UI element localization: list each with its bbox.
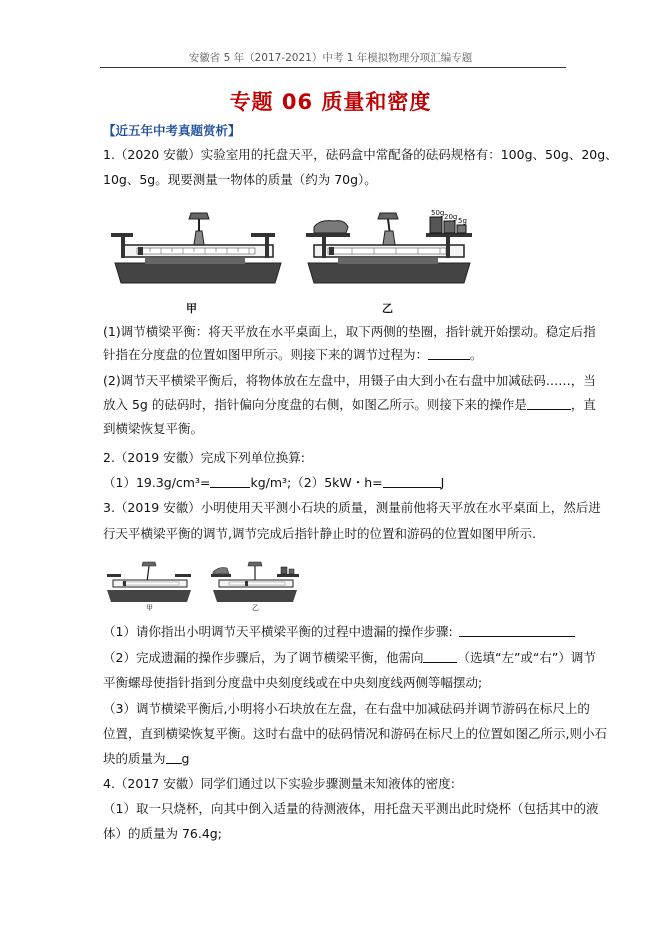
- answer-blank[interactable]: [459, 624, 575, 637]
- rider: [329, 247, 334, 255]
- weight-label-50g: 50g: [431, 209, 445, 217]
- ruler: [137, 248, 255, 254]
- left-pan: [211, 574, 231, 577]
- q1-part2-line1: (2)调节天平横梁平衡后，将物体放在左盘中，用镊子由大到小在右盘中加减砝码……，当: [103, 373, 596, 388]
- q1-figure-label-b: 乙: [382, 302, 393, 315]
- rider: [245, 581, 248, 586]
- right-pan: [251, 233, 275, 237]
- scale-dial: [248, 562, 262, 566]
- q3-figure-label-b: 乙: [252, 604, 259, 612]
- q4-step1-line2: 体）的质量为 76.4g;: [103, 826, 222, 841]
- right-pan: [277, 574, 299, 577]
- answer-blank[interactable]: [428, 347, 470, 360]
- answer-blank[interactable]: [210, 475, 250, 488]
- q1-stem-line2: 10g、5g。现要测量一物体的质量（约为 70g）。: [103, 172, 377, 187]
- q3-figure-label-a: 甲: [146, 604, 153, 612]
- q1-part2-line2: 放入 5g 的砝码时，指针偏向分度盘的右侧，如图乙所示。则接下来的操作是 ，直: [103, 397, 596, 412]
- q1-part1-line2: 针指在分度盘的位置如图甲所示。则接下来的调节过程为： 。: [103, 347, 483, 362]
- q2-stem: 2.（2019 安徽）完成下列单位换算:: [103, 450, 305, 465]
- q3-part1: （1）请你指出小明调节天平横梁平衡的过程中遗漏的操作步骤:: [103, 624, 575, 640]
- q3-balance-figure-a: [103, 558, 195, 606]
- q3-part2-line2: 平衡螺母使指针指到分度盘中央刻度线或在中央刻度线两侧等幅摆动;: [103, 675, 483, 690]
- q1-stem-line1: 1.（2020 安徽）实验室用的托盘天平，砝码盒中常配备的砝码规格有：100g、50g、20g、: [103, 147, 618, 162]
- weight: [281, 567, 287, 574]
- q1-balance-figure-a: [105, 205, 285, 295]
- section-heading: 【近五年中考真题赏析】: [103, 123, 241, 138]
- stone-on-left-pan: [213, 568, 229, 575]
- answer-blank[interactable]: [166, 751, 182, 764]
- weight-20g: [444, 221, 455, 233]
- ruler: [229, 582, 285, 585]
- base: [115, 263, 281, 283]
- weight-label-20g: 20g: [444, 213, 458, 221]
- weight-5g: [457, 225, 466, 233]
- scale-dial: [142, 562, 156, 566]
- q1-balance-figure-b: [300, 205, 475, 295]
- q3-stem-line2: 行天平横梁平衡的调节,调节完成后指针静止时的位置和游码的位置如图甲所示.: [103, 526, 536, 541]
- ruler: [328, 248, 446, 254]
- q3-stem-line1: 3.（2019 安徽）小明使用天平测小石块的质量，测量前他将天平放在水平桌面上，然后进: [103, 500, 601, 515]
- left-pan: [107, 574, 121, 577]
- q3-part3-line3: 块的质量为 g: [103, 751, 190, 766]
- ruler: [123, 582, 179, 585]
- answer-blank[interactable]: [383, 475, 441, 488]
- page-title: 专题 06 质量和密度: [229, 90, 432, 114]
- page-header: 安徽省 5 年（2017-2021）中考 1 年模拟物理分项汇编专题: [188, 52, 473, 64]
- q2-conversions: （1）19.3g/cm³= kg/m³;（2）5kW・h= J: [103, 475, 445, 490]
- scale-dial: [378, 213, 398, 219]
- weight: [289, 569, 294, 574]
- q1-figure-label-a: 甲: [186, 302, 197, 315]
- left-pan: [306, 233, 350, 237]
- q1-part1-line1: (1)调节横梁平衡：将天平放在水平桌面上，取下两侧的垫圈，指针就开始摆动。稳定后指: [103, 324, 596, 339]
- q4-step1-line1: （1）取一只烧杯，向其中倒入适量的待测液体，用托盘天平测出此时烧杯（包括其中的液: [103, 801, 599, 816]
- rider: [138, 247, 143, 255]
- answer-blank[interactable]: [527, 397, 571, 410]
- q3-part2-line1: （2）完成遗漏的操作步骤后，为了调节横梁平衡，他需向 （选填“左”或“右”）调节: [103, 650, 596, 665]
- q3-part3-line2: 位置，直到横梁恢复平衡。这时右盘中的砝码情况和游码在标尺上的位置如图乙所示,则小石: [103, 726, 607, 741]
- rider: [123, 581, 126, 586]
- object-on-left-pan: [314, 221, 348, 233]
- q4-stem: 4.（2017 安徽）同学们通过以下实验步骤测量未知液体的密度:: [103, 776, 455, 791]
- header-rule: [100, 67, 566, 68]
- base: [213, 590, 297, 602]
- base: [107, 590, 191, 602]
- base: [308, 263, 470, 283]
- q1-part2-line3: 到横梁恢复平衡。: [103, 421, 204, 436]
- q3-balance-figure-b: [207, 558, 303, 606]
- weight-label-5g: 5g: [458, 217, 467, 225]
- answer-blank[interactable]: [423, 650, 457, 663]
- weight-50g: [430, 217, 442, 233]
- right-pan: [175, 574, 191, 577]
- q3-part3-line1: （3）调节横梁平衡后,小明将小石块放在左盘，在右盘中加减砝码并调节游码在标尺上的: [103, 701, 590, 716]
- scale-dial: [189, 213, 209, 219]
